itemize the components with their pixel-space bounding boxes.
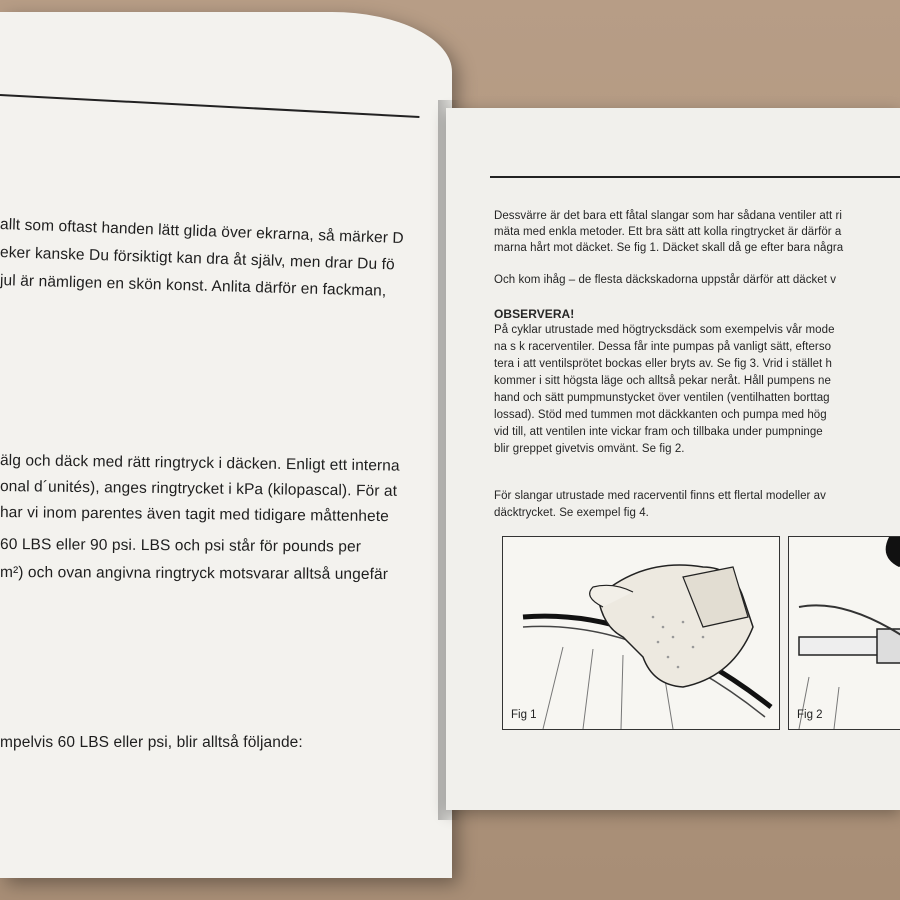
right-p3-line-5: hand och sätt pumpmunstycket över ventilen (ventilhatten borttag <box>494 392 830 404</box>
left-line-9: mpelvis 60 LBS eller psi, blir alltså följande: <box>0 734 303 751</box>
right-p2-line-1: Och kom ihåg – de flesta däckskadorna uppstår därför att däcket v <box>494 274 837 286</box>
right-p3-line-2: na s k racerventiler. Dessa får inte pumpas på vanligt sätt, efterso <box>494 341 832 353</box>
right-page-header-rule <box>490 176 900 178</box>
figure-2 <box>788 536 900 730</box>
right-p1-line-1: Dessvärre är det bara ett fåtal slangar som har sådana ventiler att ri <box>494 210 843 222</box>
right-p4-line-2: däcktrycket. Se exempel fig 4. <box>494 507 649 519</box>
figure-1 <box>502 536 780 730</box>
left-line-1: allt som oftast handen lätt glida över ekrarna, så märker D <box>0 216 404 248</box>
figure-2-label: Fig 2 <box>797 709 823 721</box>
left-line-3: jul är nämligen en skön konst. Anlita därför en fackman, <box>0 272 387 300</box>
right-p3-line-1: På cyklar utrustade med högtrycksdäck som exempelvis vår mode <box>494 324 835 336</box>
right-p3-line-8: blir greppet givetvis omvänt. Se fig 2. <box>494 443 685 455</box>
figure-1-label: Fig 1 <box>511 709 537 721</box>
left-line-6: har vi inom parentes även tagit med tidigare måttenhete <box>0 504 389 526</box>
observera-heading: OBSERVERA! <box>494 307 575 321</box>
right-p4-line-1: För slangar utrustade med racerventil finns ett flertal modeller av <box>494 490 826 502</box>
right-p3-line-3: tera i att ventilsprötet bockas eller bryts av. Se fig 3. Vrid i stället h <box>494 358 832 370</box>
right-p3-line-4: kommer i sitt högsta läge och alltså pekar neråt. Håll pumpens ne <box>494 375 831 387</box>
left-line-4: älg och däck med rätt ringtryck i däcken. Enligt ett interna <box>0 452 400 475</box>
right-page <box>446 108 900 810</box>
hand-pressing-tire-illustration <box>503 537 779 729</box>
left-page <box>0 12 452 878</box>
left-line-7: 60 LBS eller 90 psi. LBS och psi står för pounds per <box>0 536 362 556</box>
pump-on-valve-illustration <box>789 537 900 729</box>
right-p3-line-6: lossad). Stöd med tummen mot däckkanten och pumpa med hög <box>494 409 827 421</box>
right-p1-line-3: marna hårt mot däcket. Se fig 1. Däcket skall då ge efter bara några <box>494 242 844 254</box>
left-line-5: onal d´unités), anges ringtrycket i kPa (kilopascal). För at <box>0 478 398 500</box>
left-line-8: m²) och ovan angivna ringtryck motsvarar alltså ungefär <box>0 564 389 584</box>
left-line-2: eker kanske Du försiktigt kan dra åt själv, men drar Du fö <box>0 244 395 274</box>
right-p3-line-7: vid till, att ventilen inte vickar fram och tillbaka under pumpninge <box>494 426 823 438</box>
right-p1-line-2: mäta med enkla metoder. Ett bra sätt att kolla ringtrycket är därför a <box>494 226 842 238</box>
left-page-header-rule <box>0 94 419 118</box>
